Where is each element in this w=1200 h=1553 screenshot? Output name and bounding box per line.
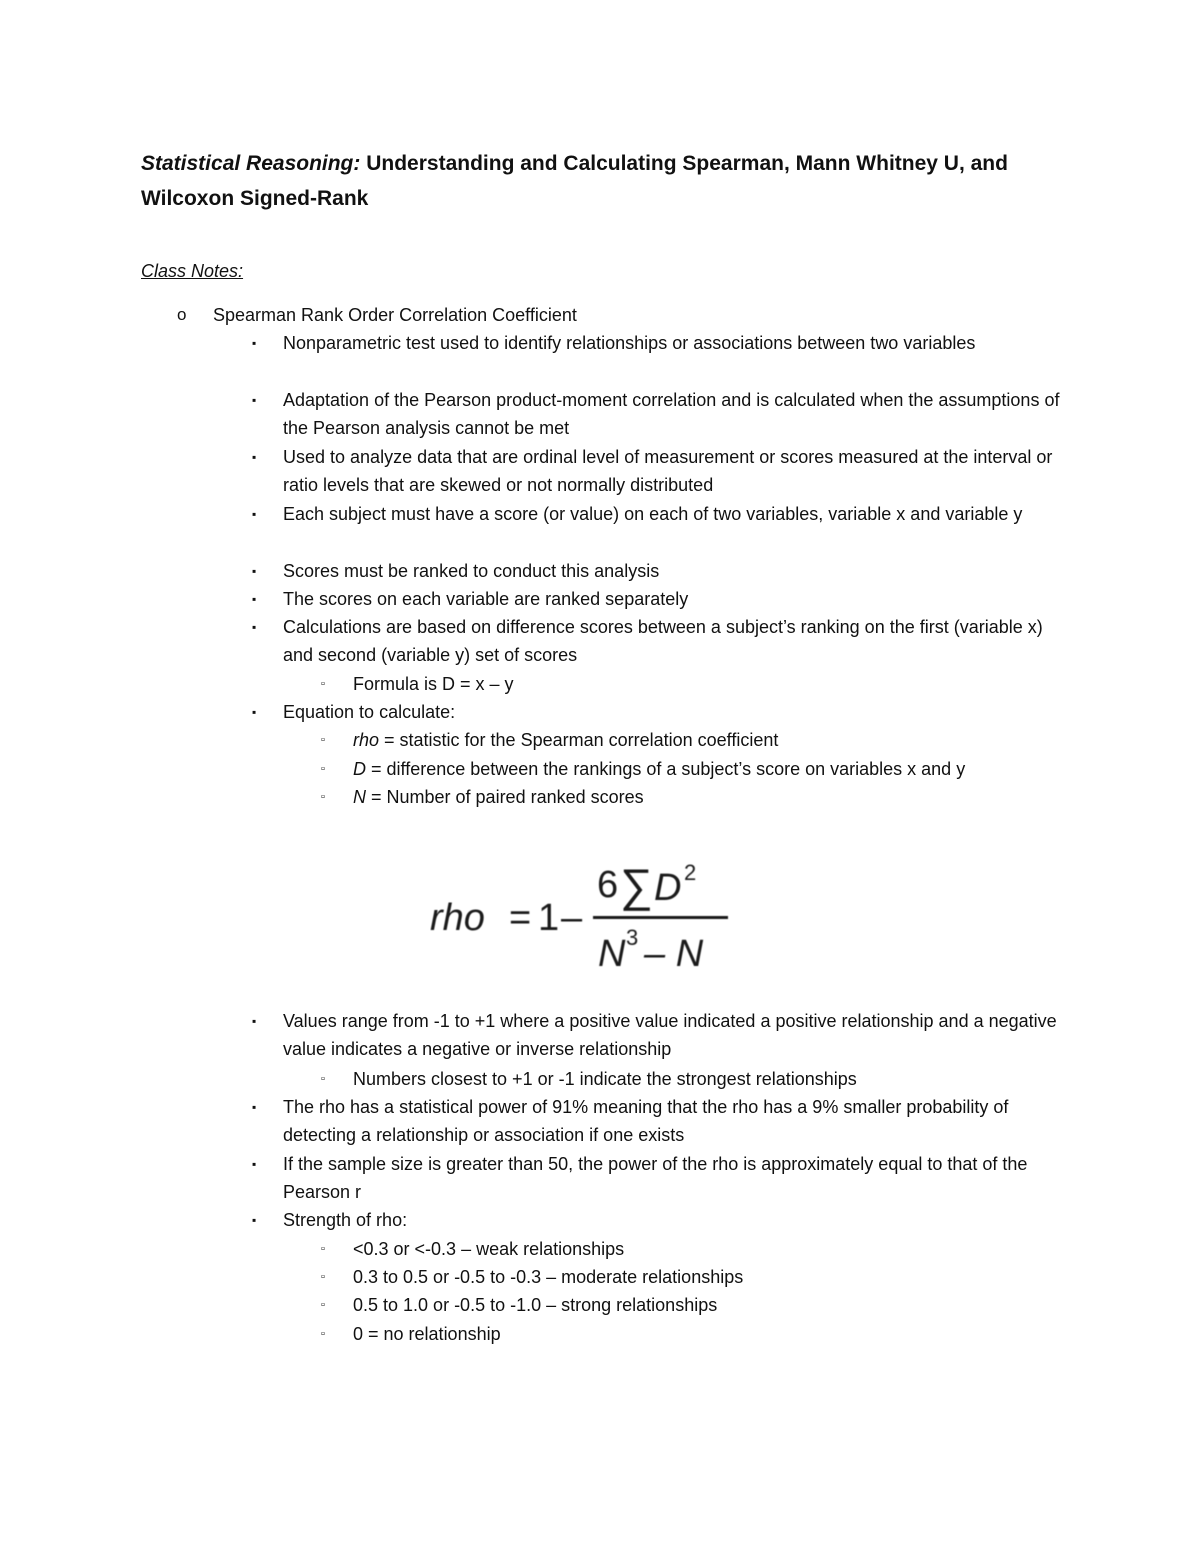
sub-bullet-marker: ▫ bbox=[321, 1243, 325, 1255]
level1-bullet-marker: o bbox=[177, 305, 187, 324]
equation-den-exp: 3 bbox=[626, 925, 639, 950]
bullet-calculations: Calculations are based on difference scores between a subject’s ranking on the first (variable x) and second (variable y) set of scores bbox=[283, 617, 1043, 666]
definition-text: = Number of paired ranked scores bbox=[366, 787, 644, 807]
bullet-marker: ▪ bbox=[252, 1014, 257, 1028]
equation-den-rest: – N bbox=[644, 933, 704, 975]
equation-num-coef: 6 bbox=[597, 864, 619, 906]
definition-text: = difference between the rankings of a subject’s score on variables x and y bbox=[366, 759, 966, 779]
equation-minus: – bbox=[561, 897, 583, 939]
sub-bullet-closest: Numbers closest to +1 or -1 indicate the strongest relationships bbox=[353, 1069, 857, 1089]
bullet-marker: ▪ bbox=[252, 592, 257, 606]
equation-one: 1 bbox=[538, 897, 560, 939]
bullet-power: The rho has a statistical power of 91% meaning that the rho has a 9% smaller probability of detecting a relationship or association if one exists bbox=[283, 1097, 1009, 1146]
bullet-marker: ▪ bbox=[252, 1100, 257, 1114]
class-notes-heading: Class Notes: bbox=[141, 261, 244, 281]
bullet-marker: ▪ bbox=[252, 336, 257, 350]
bullet-marker: ▪ bbox=[252, 507, 257, 521]
sub-bullet-marker: ▫ bbox=[321, 763, 325, 775]
sub-bullet-formula-d: Formula is D = x – y bbox=[353, 674, 514, 694]
bullet-ranked-separately: The scores on each variable are ranked separately bbox=[283, 589, 689, 609]
section-title: Spearman Rank Order Correlation Coefficient bbox=[213, 305, 577, 325]
fraction-bar bbox=[593, 916, 728, 919]
document-title bbox=[141, 146, 1081, 216]
equation-lhs: rho bbox=[430, 897, 485, 939]
bullet-sample-size: If the sample size is greater than 50, the power of the rho is approximately equal to that of the Pearson r bbox=[283, 1154, 1028, 1203]
bullet-marker: ▪ bbox=[252, 1213, 257, 1227]
title-lead: Statistical Reasoning: bbox=[141, 152, 361, 175]
strength-strong: 0.5 to 1.0 or -0.5 to -1.0 – strong relationships bbox=[353, 1295, 718, 1315]
bullet-ordinal: Used to analyze data that are ordinal level of measurement or scores measured at the interval or ratio levels that are skewed or not normally distributed bbox=[283, 447, 1053, 496]
equation-equals: = bbox=[509, 897, 532, 939]
bullet-marker: ▪ bbox=[252, 705, 257, 719]
bullet-nonparametric: Nonparametric test used to identify relationships or associations between two variables bbox=[283, 333, 976, 353]
title-rest: Understanding and Calculating Spearman, Mann Whitney U, and Wilcoxon Signed-Rank bbox=[141, 152, 1008, 210]
strength-weak: <0.3 or <-0.3 – weak relationships bbox=[353, 1239, 625, 1259]
bullet-marker: ▪ bbox=[252, 393, 257, 407]
sub-bullet-marker: ▫ bbox=[321, 734, 325, 746]
strength-none: 0 = no relationship bbox=[353, 1324, 501, 1344]
sub-bullet-marker: ▫ bbox=[321, 678, 325, 690]
strength-moderate: 0.3 to 0.5 or -0.5 to -0.3 – moderate relationships bbox=[353, 1267, 744, 1287]
spearman-equation bbox=[430, 852, 740, 977]
bullet-each-subject: Each subject must have a score (or value) on each of two variables, variable x and variable y bbox=[283, 504, 1023, 524]
definition-text: = statistic for the Spearman correlation coefficient bbox=[379, 730, 779, 750]
sub-bullet-marker: ▫ bbox=[321, 1328, 325, 1340]
equation-num-var: D bbox=[654, 867, 682, 909]
bullet-marker: ▪ bbox=[252, 564, 257, 578]
definition-n bbox=[353, 783, 1073, 811]
sub-bullet-marker: ▫ bbox=[321, 1271, 325, 1283]
bullet-ranked: Scores must be ranked to conduct this analysis bbox=[283, 561, 660, 581]
bullet-marker: ▪ bbox=[252, 1157, 257, 1171]
equation-den-var: N bbox=[598, 933, 626, 975]
bullet-marker: ▪ bbox=[252, 620, 257, 634]
definition-symbol: N bbox=[353, 787, 366, 807]
sub-bullet-marker: ▫ bbox=[321, 1073, 325, 1085]
bullet-values-range: Values range from -1 to +1 where a positive value indicated a positive relationship and a negative value indicates a negative or inverse relationship bbox=[283, 1011, 1057, 1060]
sub-bullet-marker: ▫ bbox=[321, 791, 325, 803]
bullet-marker: ▪ bbox=[252, 450, 257, 464]
definition-rho bbox=[353, 726, 1073, 754]
definition-symbol: rho bbox=[353, 730, 380, 750]
definition-symbol: D bbox=[353, 759, 366, 779]
equation-num-exp: 2 bbox=[684, 860, 697, 885]
definition-d bbox=[353, 755, 1073, 783]
bullet-equation-label: Equation to calculate: bbox=[283, 702, 456, 722]
equation-sigma: ∑ bbox=[620, 859, 653, 911]
bullet-strength-label: Strength of rho: bbox=[283, 1210, 408, 1230]
sub-bullet-marker: ▫ bbox=[321, 1299, 325, 1311]
bullet-adaptation: Adaptation of the Pearson product-moment correlation and is calculated when the assumptions of the Pearson analysis cannot be met bbox=[283, 390, 1060, 439]
